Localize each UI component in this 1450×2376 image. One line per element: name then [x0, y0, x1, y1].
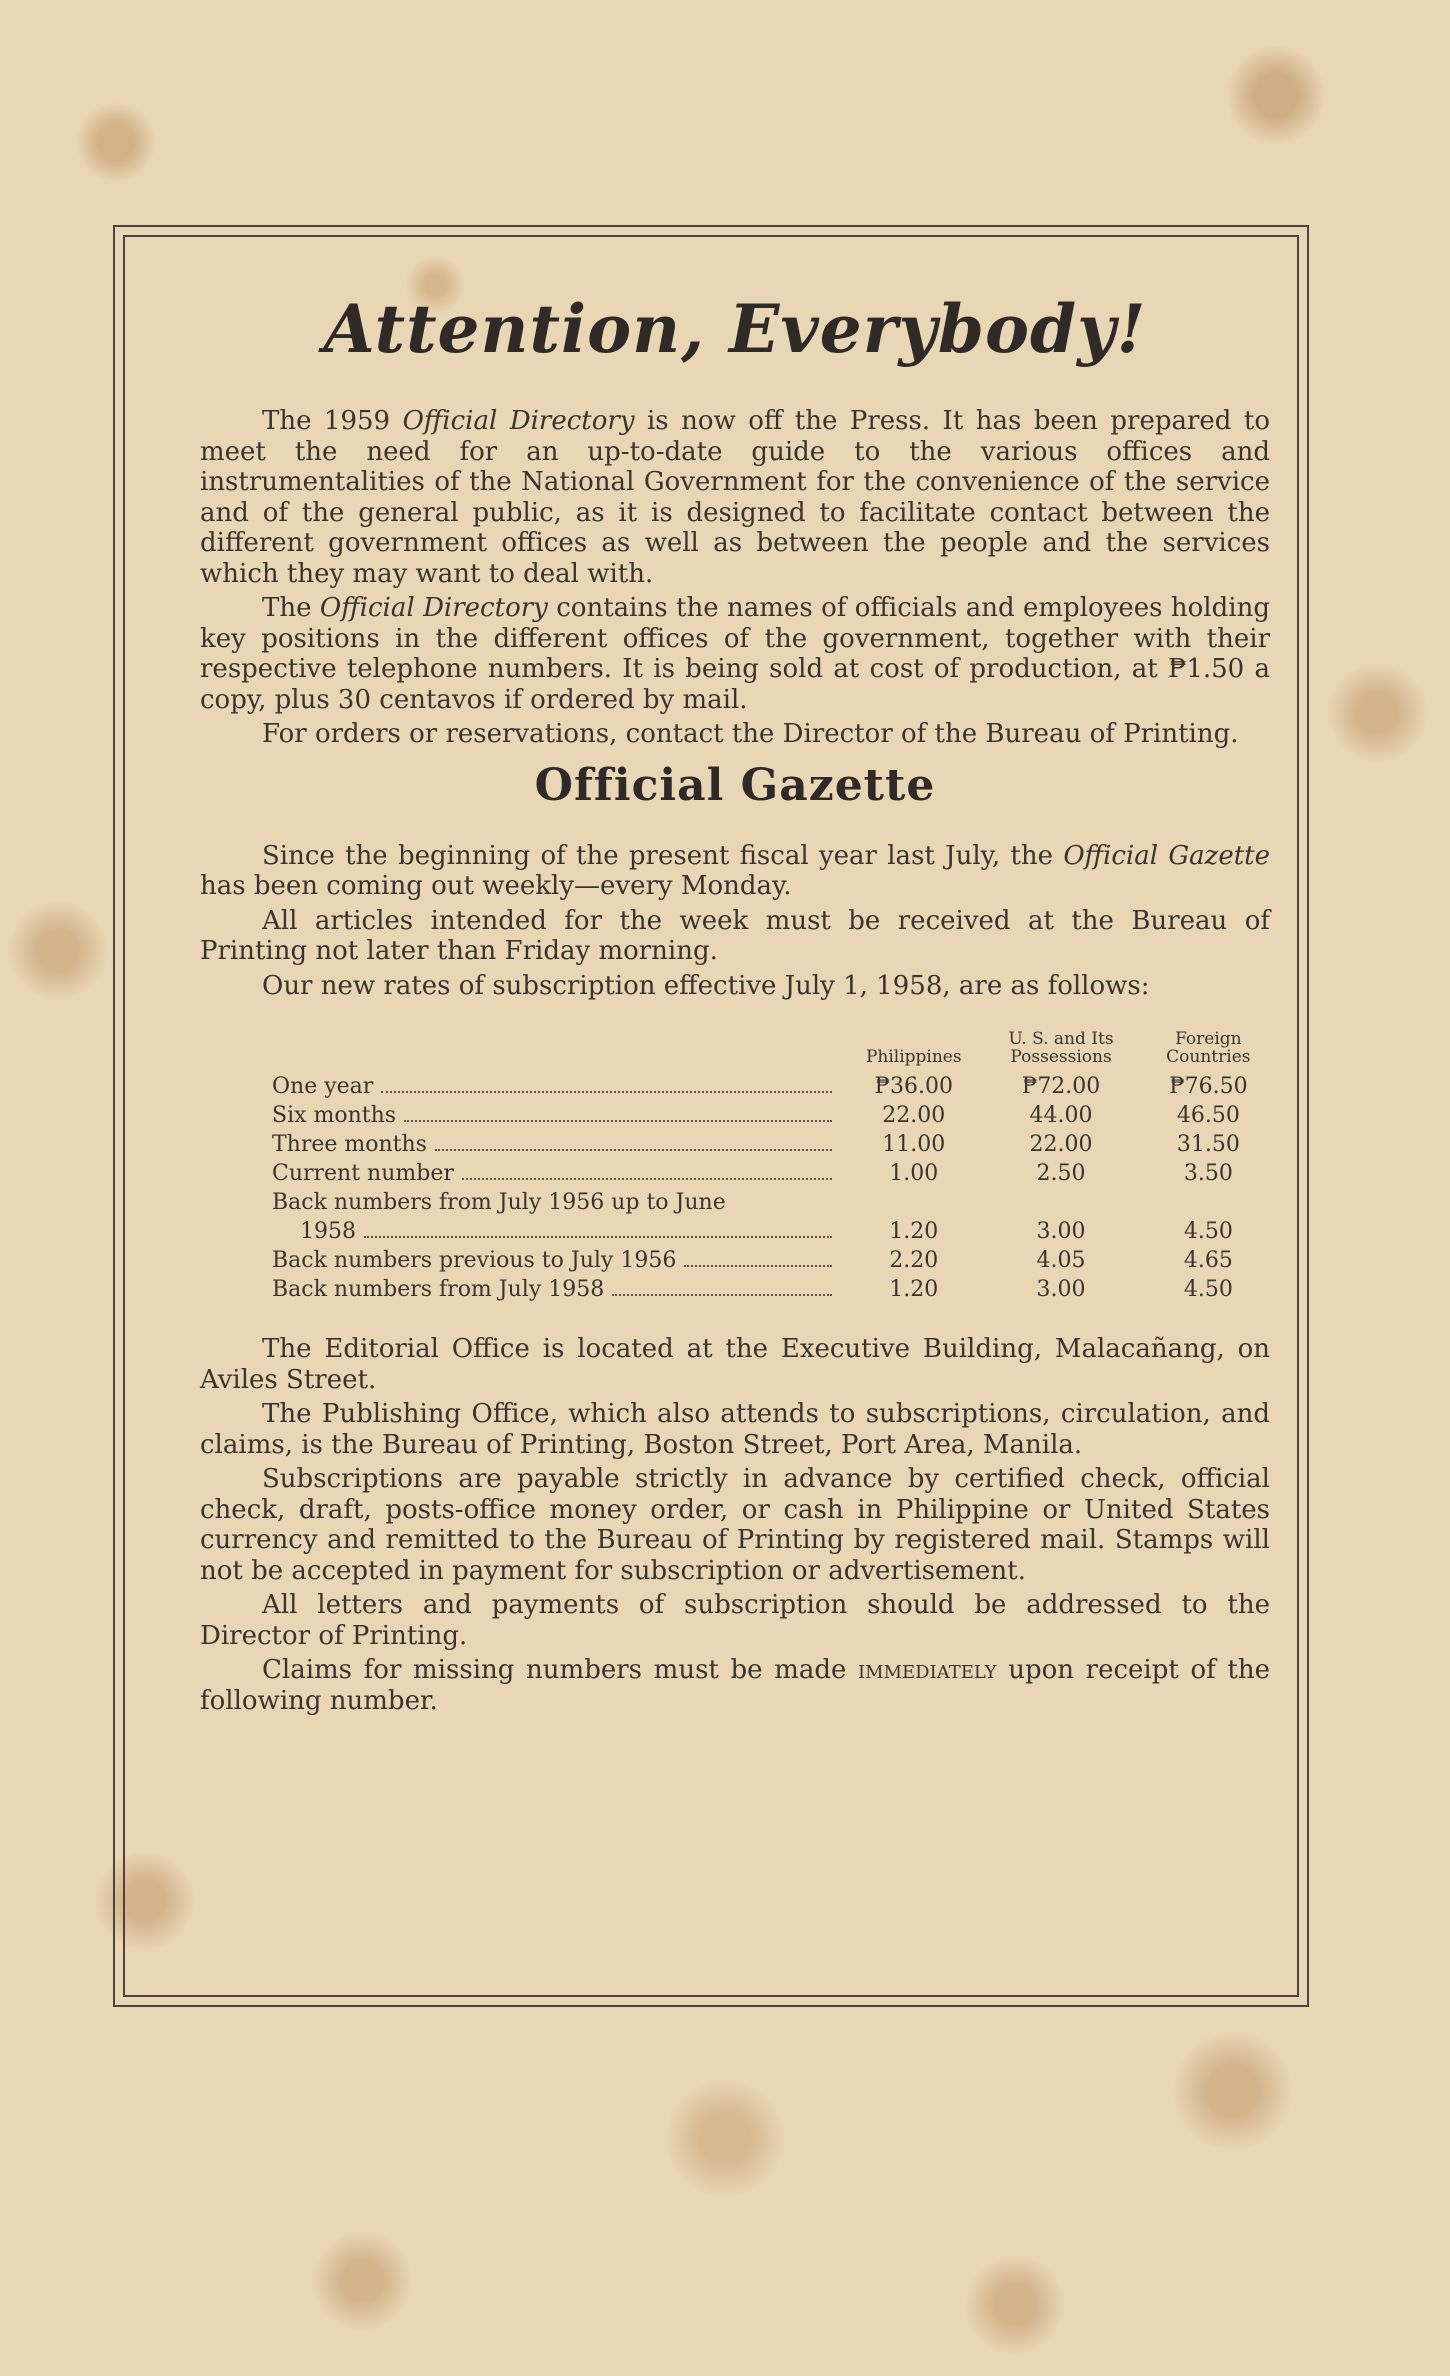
directory-title: Official Directory [319, 593, 548, 623]
page-content [200, 290, 1270, 1716]
gazette-title: Official Gazette [534, 759, 936, 811]
directory-paragraph-3: For orders or reservations, contact the Director of the Bureau of Printing. [262, 719, 1239, 749]
col-us: U. S. and Its Possessions [1008, 1029, 1114, 1067]
table-row: Three months 11.00 22.00 31.50 [272, 1132, 1240, 1157]
gazette-name: Official Gazette [1063, 840, 1270, 871]
info-paragraph-1: The Editorial Office is located at the Executive Building, Malacañang, on Aviles Street. [200, 1334, 1270, 1395]
gazette-paragraph-2: All articles intended for the week must be received at the Bureau of Printing not later than Friday morning. [200, 905, 1270, 966]
table-row: One year ₱36.00 ₱72.00 ₱76.50 [272, 1074, 1248, 1099]
directory-paragraph-1: The 1959 Official Directory is now off the Press. It has been prepared to meet the need for an up-to-date guide to the various offices and instrumentalities of the National Government for the convenience of the service and of the general public, as it is designed to facilitate contact between the different government offices as well as between the people and the services which they may want to deal with. [200, 406, 1270, 589]
rates-table [272, 1029, 1282, 1304]
directory-title: Official Directory [402, 406, 635, 436]
directory-paragraph-2: The Official Directory contains the names of officials and employees holding key positions in the different offices of the government, together with their respective telephone numbers. It is being sold at cost of production, at ₱1.50 a copy, plus 30 centavos if ordered by mail. [200, 593, 1270, 715]
table-row: Back numbers from July 1956 up to June 1958 1.20 3.00 4.50 [272, 1190, 1233, 1244]
info-paragraph-4: All letters and payments of subscription should be addressed to the Director of Printing. [200, 1590, 1270, 1651]
headline: Attention, Everybody! [323, 290, 1147, 368]
table-row: Back numbers from July 1958 1.20 3.00 4.50 [272, 1277, 1233, 1302]
gazette-paragraph-3: Our new rates of subscription effective July 1, 1958, are as follows: [262, 970, 1150, 1001]
table-row: Six months 22.00 44.00 46.50 [272, 1103, 1240, 1128]
table-row: Back numbers previous to July 1956 2.20 4.05 4.65 [272, 1248, 1233, 1273]
rates-header-row [272, 1029, 1282, 1072]
table-row: Current number 1.00 2.50 3.50 [272, 1161, 1233, 1186]
col-foreign: Foreign Countries [1166, 1029, 1251, 1067]
info-paragraph-2: The Publishing Office, which also attends to subscriptions, circulation, and claims, is the Bureau of Printing, Boston Street, Port Area, Manila. [200, 1399, 1270, 1460]
immediately-emphasis: immediately [858, 1655, 997, 1685]
gazette-paragraph-1: Since the beginning of the present fiscal year last July, the Official Gazette has been coming out weekly—every Monday. [200, 840, 1270, 901]
info-paragraph-3: Subscriptions are payable strictly in advance by certified check, official check, draft, posts-office money order, or cash in Philippine or United States currency and remitted to the Bureau of Printing by registered mail. Stamps will not be accepted in payment for subscription or advertisement. [200, 1464, 1270, 1586]
info-paragraph-5: Claims for missing numbers must be made immediately upon receipt of the following number. [200, 1655, 1270, 1716]
col-philippines: Philippines [865, 1047, 962, 1067]
